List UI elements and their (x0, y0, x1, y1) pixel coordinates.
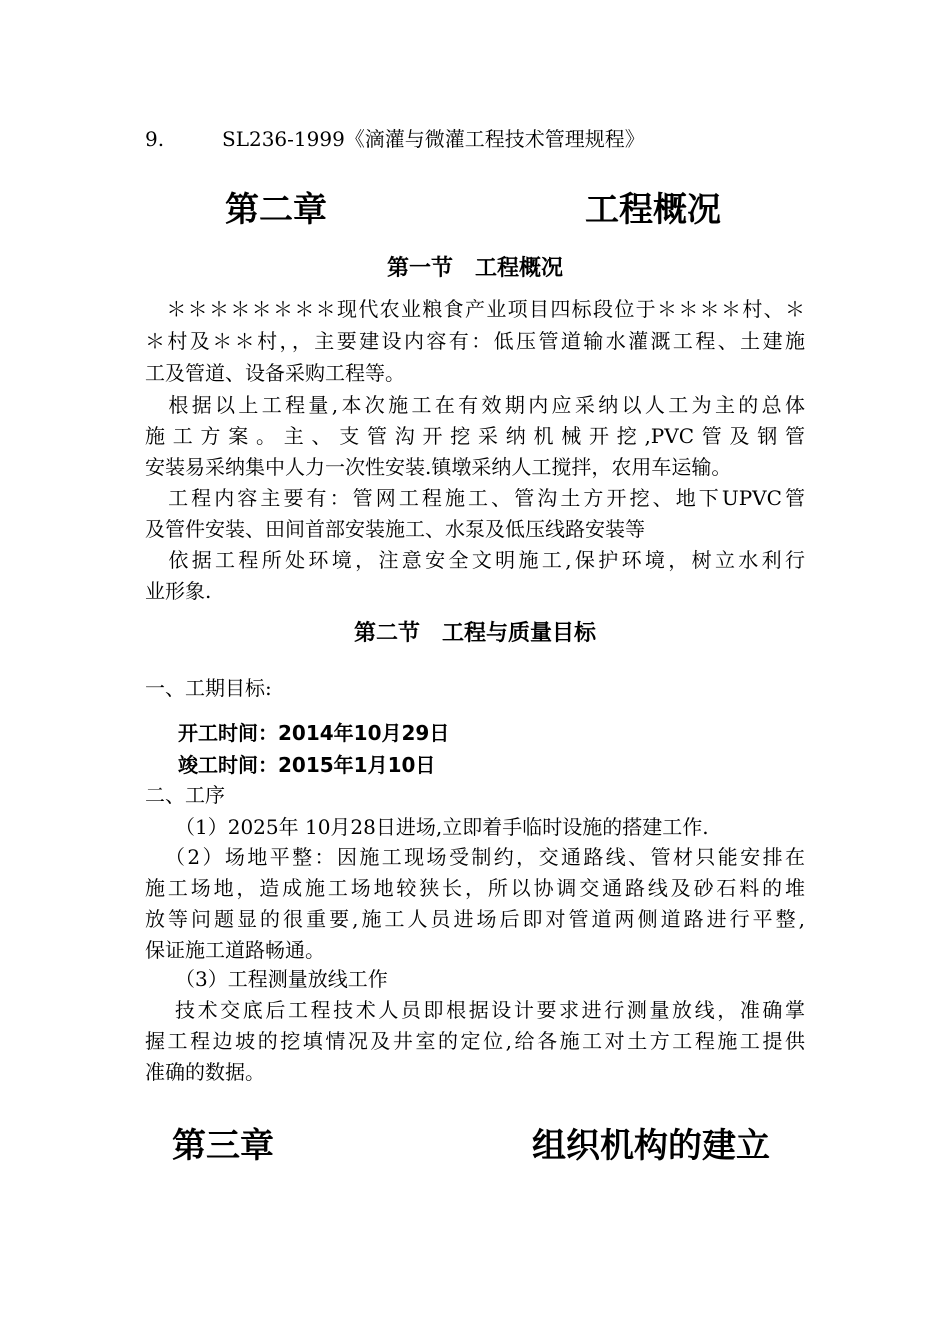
section-1-title: 第一节 工程概况 (386, 256, 563, 281)
procedure-step-3-heading: （3）工程测量放线工作 (175, 967, 388, 991)
procedure-step-2-line: 保证施工道路畅通。 (145, 938, 325, 962)
paragraph-line: 依据工程所处环境，注意安全文明施工,保护环境，树立水利行 (145, 548, 805, 572)
chapter-3-label: 第三章 (172, 1126, 274, 1166)
end-date: 竣工时间：2015年1月10日 (178, 753, 436, 777)
reference-number: 9. (145, 127, 165, 151)
procedure-step-3-line: 技术交底后工程技术人员即根据设计要求进行测量放线，准确掌 (175, 998, 805, 1022)
paragraph-line: 施工方案。主、支管沟开挖采纳机械开挖,PVC管及钢管 (145, 424, 805, 448)
procedure-step-2-line: 放等问题显的很重要,施工人员进场后即对管道两侧道路进行平整, (145, 907, 805, 931)
procedure-step-3-line: 握工程边坡的挖填情况及井室的定位,给各施工对土方工程施工提供 (145, 1029, 805, 1053)
chapter-2-title: 工程概况 (585, 190, 721, 230)
procedure-step-2-line: 施工场地，造成施工场地较狭长，所以协调交通路线及砂石料的堆 (145, 876, 805, 900)
procedure-heading: 二、工序 (145, 783, 225, 807)
paragraph-line: 工及管道、设备采购工程等。 (145, 361, 405, 385)
paragraph-line: 及管件安装、田间首部安装施工、水泵及低压线路安装等 (145, 517, 645, 541)
paragraph-line: ＊＊＊＊＊＊＊＊现代农业粮食产业项目四标段位于＊＊＊＊村、＊ (145, 297, 805, 321)
paragraph-line: 业形象. (145, 579, 212, 603)
paragraph-line: 安装易采纳集中人力一次性安装.镇墩采纳人工搅拌，农用车运输。 (145, 455, 732, 479)
procedure-step-3-line: 准确的数据。 (145, 1060, 265, 1084)
paragraph-line: 工程内容主要有：管网工程施工、管沟土方开挖、地下UPVC管 (145, 486, 805, 510)
procedure-step-2-line: （2）场地平整：因施工现场受制约，交通路线、管材只能安排在 (165, 845, 805, 869)
procedure-step-1: （1）2025年 10月28日进场,立即着手临时设施的搭建工作. (175, 815, 709, 839)
section-2-title: 第二节 工程与质量目标 (353, 621, 596, 646)
schedule-heading: 一、工期目标: (145, 676, 272, 700)
paragraph-line: 根据以上工程量,本次施工在有效期内应采纳以人工为主的总体 (145, 393, 805, 417)
chapter-2-label: 第二章 (225, 190, 327, 230)
paragraph-line: ＊村及＊＊村，，主要建设内容有：低压管道输水灌溉工程、土建施 (145, 329, 805, 353)
start-date: 开工时间：2014年10月29日 (178, 721, 450, 745)
chapter-3-title: 组织机构的建立 (532, 1126, 770, 1166)
reference-text: SL236-1999《滴灌与微灌工程技术管理规程》 (222, 127, 645, 151)
